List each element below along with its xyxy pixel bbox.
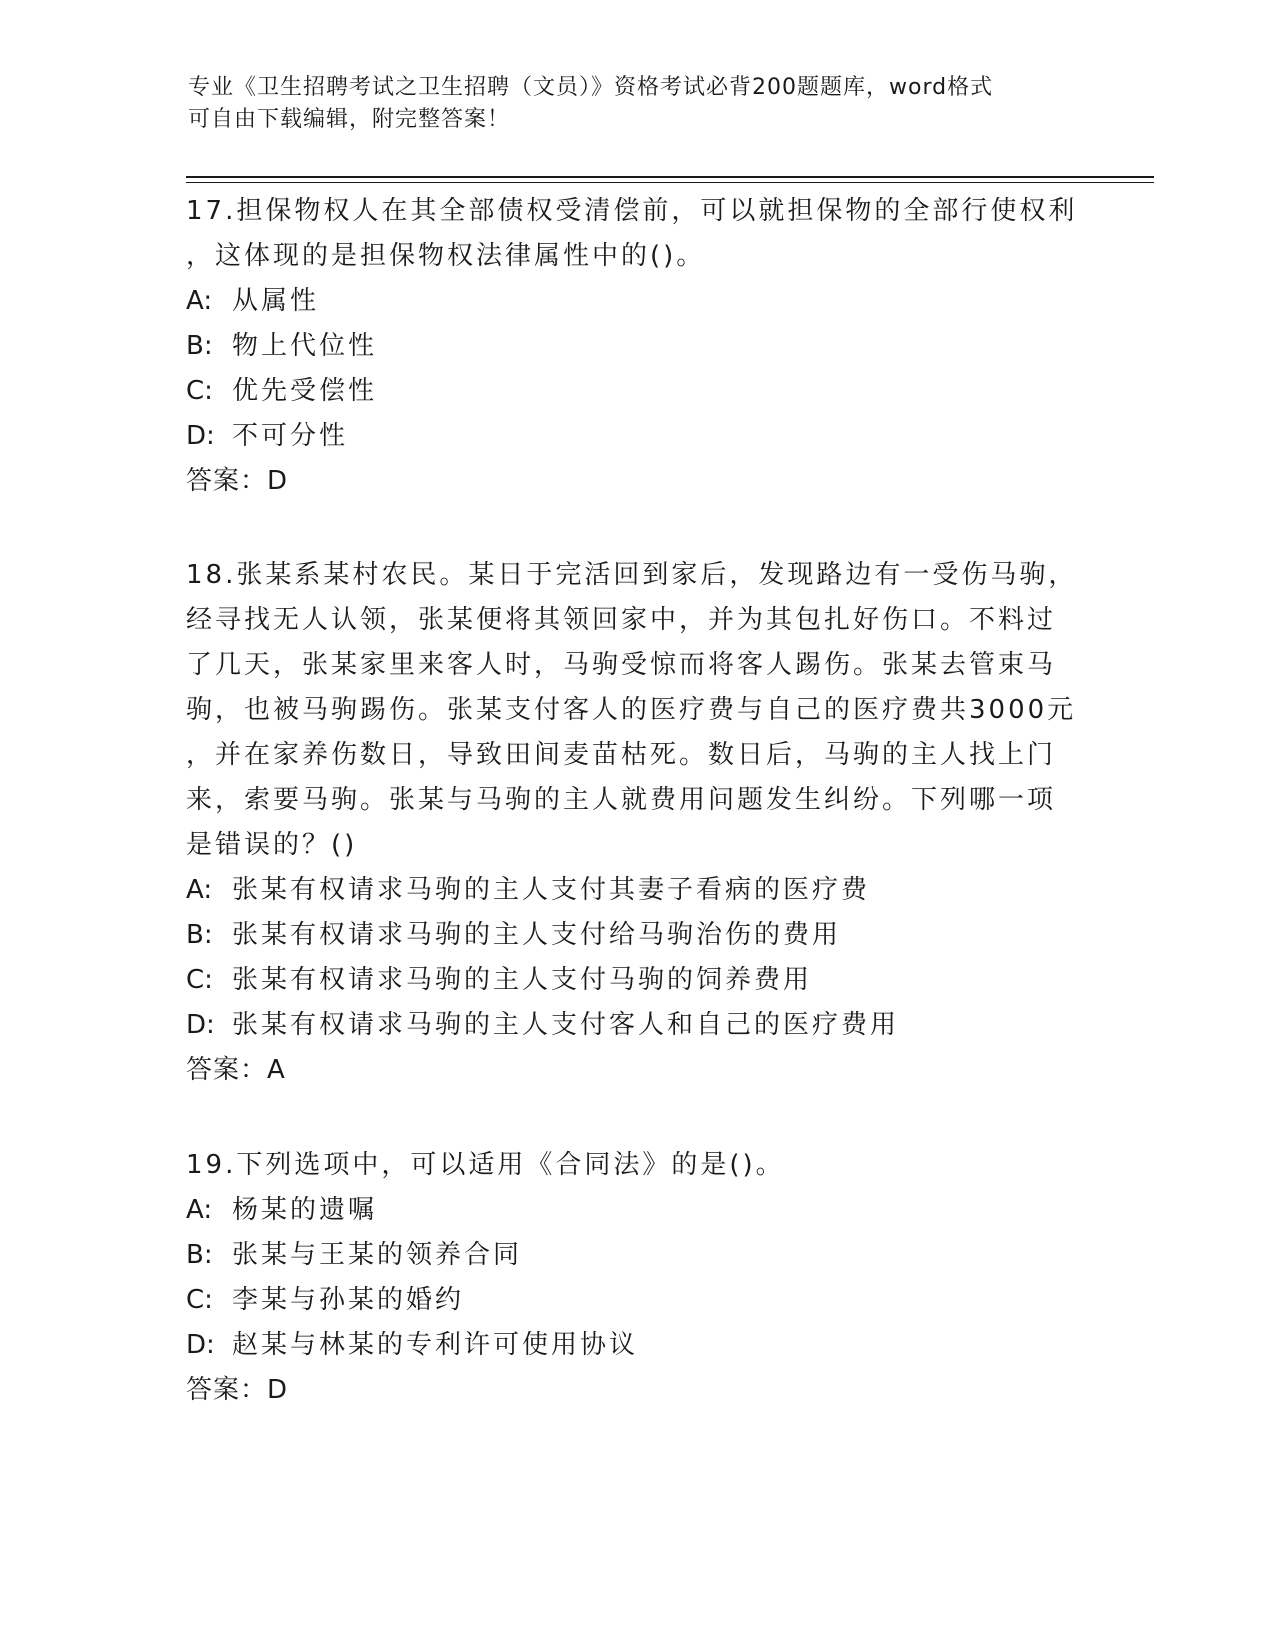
- option-a: [186, 279, 1086, 324]
- question-line: 来，索要马驹。张某与马驹的主人就费用问题发生纠纷。下列哪一项: [186, 785, 1057, 815]
- document-header: [188, 72, 1088, 136]
- question-text: [186, 553, 1086, 868]
- option-key: D:: [186, 1330, 215, 1360]
- question-line: 经寻找无人认领，张某便将其领回家中，并为其包扎好伤口。不料过: [186, 605, 1057, 635]
- question-line: 19.下列选项中，可以适用《合同法》的是()。: [186, 1150, 785, 1180]
- header-divider-thick: [186, 176, 1154, 178]
- header-line: 可自由下载编辑，附完整答案！: [188, 107, 511, 132]
- option-key: C:: [186, 1285, 213, 1315]
- option-key: C:: [186, 965, 213, 995]
- option-key: D:: [186, 1010, 215, 1040]
- option-text: 张某有权请求马驹的主人支付马驹的饲养费用: [232, 965, 813, 995]
- option-text: 赵某与林某的专利许可使用协议: [232, 1330, 639, 1360]
- question-line: 18.张某系某村农民。某日于完活回到家后，发现路边有一受伤马驹，: [186, 560, 1078, 590]
- option-d: [186, 1323, 1086, 1368]
- option-text: 不可分性: [232, 421, 349, 451]
- question-text: [186, 189, 1086, 279]
- option-key: A:: [186, 1195, 213, 1225]
- option-c: [186, 1278, 1086, 1323]
- answer-line: 答案：A: [186, 1055, 286, 1085]
- question-line: 驹，也被马驹踢伤。张某支付客人的医疗费与自己的医疗费共3000元: [186, 695, 1077, 725]
- question-line: 了几天，张某家里来客人时，马驹受惊而将客人踢伤。张某去管束马: [186, 650, 1057, 680]
- option-text: 张某有权请求马驹的主人支付客人和自己的医疗费用: [232, 1010, 900, 1040]
- header-divider-thin: [186, 182, 1154, 183]
- question-line: ，这体现的是担保物权法律属性中的()。: [186, 241, 706, 271]
- option-text: 张某与王某的领养合同: [232, 1240, 523, 1270]
- option-key: A:: [186, 875, 213, 905]
- question-line: ，并在家养伤数日，导致田间麦苗枯死。数日后，马驹的主人找上门: [186, 740, 1057, 770]
- answer-line: 答案：D: [186, 1375, 289, 1405]
- option-b: [186, 913, 1086, 958]
- option-text: 物上代位性: [232, 331, 378, 361]
- option-d: [186, 1003, 1086, 1048]
- option-text: 从属性: [232, 286, 320, 316]
- option-b: [186, 1233, 1086, 1278]
- answer-line: 答案：D: [186, 466, 289, 496]
- option-a: [186, 1188, 1086, 1233]
- option-key: B:: [186, 920, 213, 950]
- option-key: D:: [186, 421, 215, 451]
- option-text: 优先受偿性: [232, 376, 378, 406]
- option-b: [186, 324, 1086, 369]
- option-key: B:: [186, 331, 213, 361]
- question-line: 是错误的？(): [186, 830, 358, 860]
- option-text: 李某与孙某的婚约: [232, 1285, 465, 1315]
- option-text: 张某有权请求马驹的主人支付给马驹治伤的费用: [232, 920, 842, 950]
- question-text: [186, 1143, 1086, 1188]
- option-key: A:: [186, 286, 213, 316]
- option-text: 张某有权请求马驹的主人支付其妻子看病的医疗费: [232, 875, 871, 905]
- option-key: C:: [186, 376, 213, 406]
- question-line: 17.担保物权人在其全部债权受清偿前，可以就担保物的全部行使权利: [186, 196, 1078, 226]
- option-d: [186, 414, 1086, 459]
- question-19: [186, 1143, 1086, 1413]
- option-a: [186, 868, 1086, 913]
- option-c: [186, 958, 1086, 1003]
- option-c: [186, 369, 1086, 414]
- option-key: B:: [186, 1240, 213, 1270]
- option-text: 杨某的遗嘱: [232, 1195, 378, 1225]
- question-18: [186, 553, 1086, 1093]
- header-line: 专业《卫生招聘考试之卫生招聘（文员）》资格考试必背200题题库，word格式: [188, 75, 994, 100]
- question-17: [186, 189, 1086, 504]
